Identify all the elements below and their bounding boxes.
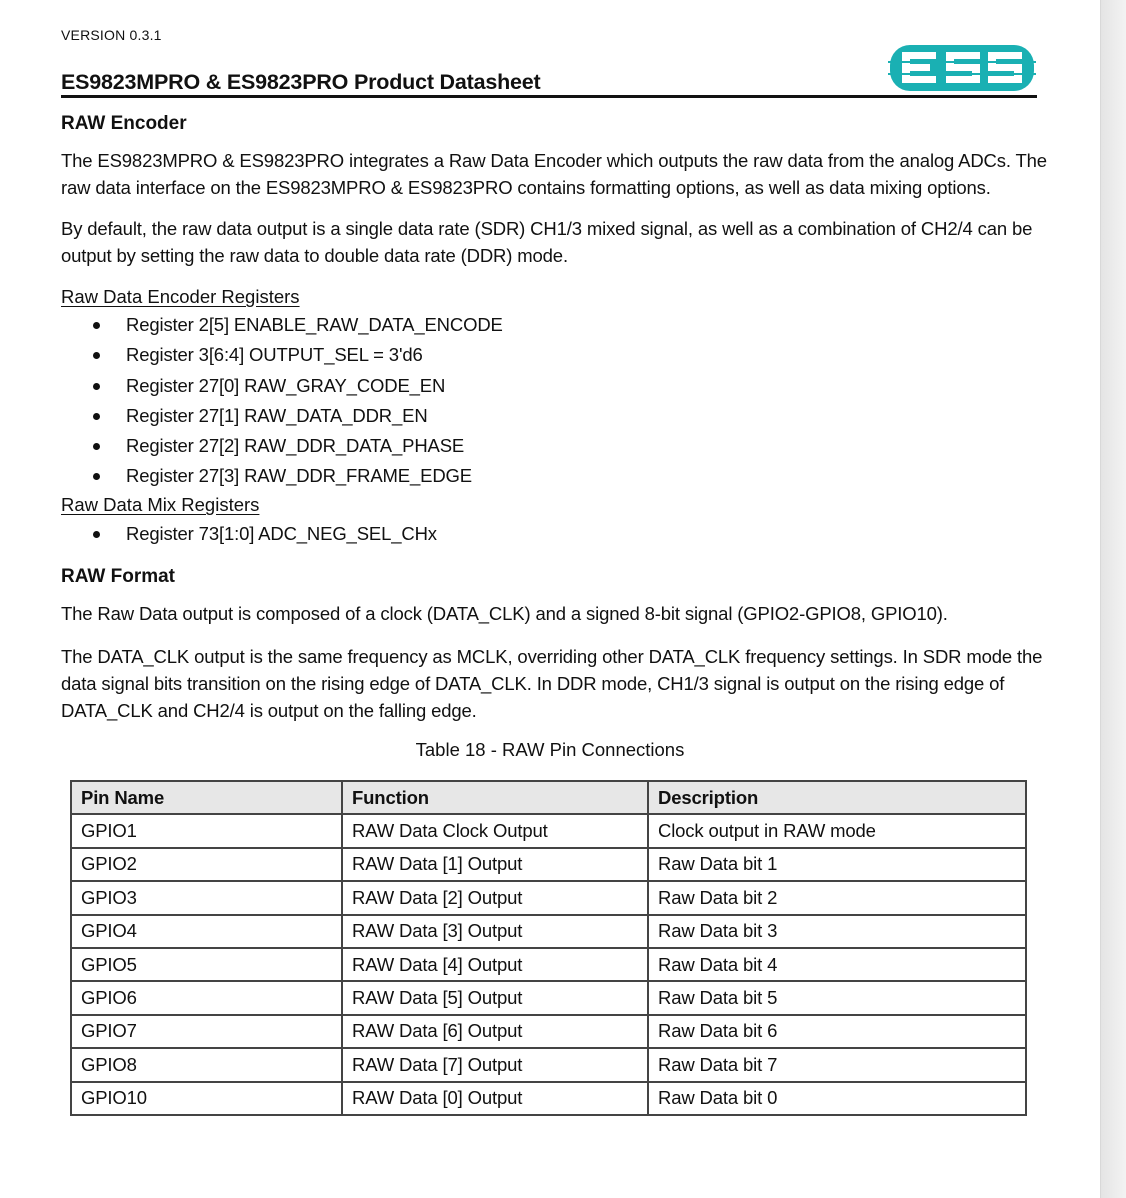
title-rule	[61, 95, 1037, 98]
column-header: Function	[342, 781, 648, 814]
table-row	[71, 915, 1026, 948]
description-cell: Raw Data bit 5	[648, 981, 1026, 1014]
description-cell: Raw Data bit 3	[648, 915, 1026, 948]
table-row	[71, 814, 1026, 847]
pin-name-cell: GPIO3	[71, 881, 342, 914]
pin-name-cell: GPIO4	[71, 915, 342, 948]
description-cell: Raw Data bit 6	[648, 1015, 1026, 1048]
function-cell: RAW Data [1] Output	[342, 848, 648, 881]
list-item: Register 27[1] RAW_DATA_DDR_EN	[88, 401, 503, 431]
description-cell: Raw Data bit 1	[648, 848, 1026, 881]
pin-name-cell: GPIO2	[71, 848, 342, 881]
description-cell: Raw Data bit 7	[648, 1048, 1026, 1081]
pin-name-cell: GPIO6	[71, 981, 342, 1014]
raw-encoder-heading: RAW Encoder	[61, 113, 187, 134]
function-cell: RAW Data Clock Output	[342, 814, 648, 847]
function-cell: RAW Data [5] Output	[342, 981, 648, 1014]
mix-registers-title: Raw Data Mix Registers	[61, 494, 260, 515]
version-label: VERSION 0.3.1	[61, 27, 162, 43]
description-cell: Raw Data bit 4	[648, 948, 1026, 981]
description-cell: Raw Data bit 2	[648, 881, 1026, 914]
pin-name-cell: GPIO8	[71, 1048, 342, 1081]
table-header-row	[71, 781, 1026, 814]
column-header: Pin Name	[71, 781, 342, 814]
list-item: Register 27[0] RAW_GRAY_CODE_EN	[88, 371, 503, 401]
pin-name-cell: GPIO1	[71, 814, 342, 847]
description-cell: Clock output in RAW mode	[648, 814, 1026, 847]
pin-name-cell: GPIO5	[71, 948, 342, 981]
function-cell: RAW Data [7] Output	[342, 1048, 648, 1081]
raw-encoder-paragraph-2: By default, the raw data output is a single data rate (SDR) CH1/3 mixed signal, as well as a combination of CH2/4 can be output by setting the raw data to double data rate (DDR) mode.	[61, 218, 1033, 266]
viewer-scroll-gutter[interactable]	[1100, 0, 1126, 1198]
table-caption: Table 18 - RAW Pin Connections	[415, 739, 685, 760]
logo-text: ESS	[962, 102, 965, 103]
list-item: Register 3[6:4] OUTPUT_SEL = 3'd6	[88, 340, 503, 370]
function-cell: RAW Data [2] Output	[342, 881, 648, 914]
list-item: Register 2[5] ENABLE_RAW_DATA_ENCODE	[88, 310, 503, 340]
ess-logo	[888, 42, 1036, 103]
function-cell: RAW Data [3] Output	[342, 915, 648, 948]
description-cell: Raw Data bit 0	[648, 1082, 1026, 1115]
function-cell: RAW Data [0] Output	[342, 1082, 648, 1115]
table-row	[71, 1015, 1026, 1048]
list-item: Register 73[1:0] ADC_NEG_SEL_CHx	[88, 519, 437, 549]
function-cell: RAW Data [4] Output	[342, 948, 648, 981]
mix-registers-list	[88, 519, 437, 549]
raw-format-paragraph-2: The DATA_CLK output is the same frequency as MCLK, overriding other DATA_CLK frequency settings. In SDR mode the data signal bits transition on the rising edge of DATA_CLK. In DDR mode, CH1/3 signal is output on the rising edge of DATA_CLK and CH2/4 is output on the falling edge.	[61, 646, 1043, 721]
table-row	[71, 881, 1026, 914]
pin-name-cell: GPIO10	[71, 1082, 342, 1115]
column-header: Description	[648, 781, 1026, 814]
table-row	[71, 1048, 1026, 1081]
raw-format-heading: RAW Format	[61, 566, 175, 587]
function-cell: RAW Data [6] Output	[342, 1015, 648, 1048]
table-row	[71, 848, 1026, 881]
table-row	[71, 948, 1026, 981]
raw-pin-connections-table	[70, 780, 1027, 1116]
raw-encoder-paragraph-1: The ES9823MPRO & ES9823PRO integrates a Raw Data Encoder which outputs the raw data from the analog ADCs. The raw data interface on the ES9823MPRO & ES9823PRO contains formatting options, as well as data mixing options.	[61, 150, 1047, 198]
list-item: Register 27[2] RAW_DDR_DATA_PHASE	[88, 431, 503, 461]
raw-format-paragraph-1: The Raw Data output is composed of a clock (DATA_CLK) and a signed 8-bit signal (GPIO2-GPIO8, GPIO10).	[61, 603, 948, 624]
encoder-registers-title: Raw Data Encoder Registers	[61, 286, 300, 307]
pin-name-cell: GPIO7	[71, 1015, 342, 1048]
table-row	[71, 981, 1026, 1014]
table-row	[71, 1082, 1026, 1115]
document-title: ES9823MPRO & ES9823PRO Product Datasheet	[61, 70, 541, 94]
list-item: Register 27[3] RAW_DDR_FRAME_EDGE	[88, 461, 503, 491]
encoder-registers-list	[88, 310, 503, 492]
